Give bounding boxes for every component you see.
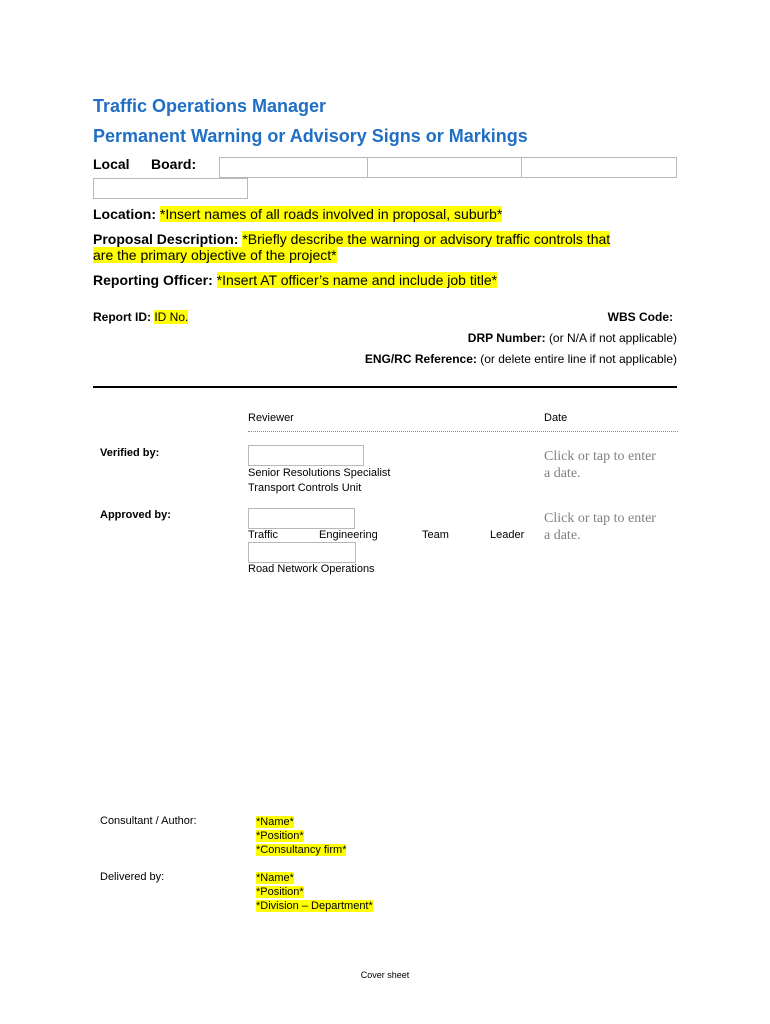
drp-label: DRP Number: <box>467 331 546 345</box>
drp-row <box>468 331 677 345</box>
local-board-field-2[interactable] <box>367 157 522 178</box>
verified-date-text-1: Click or tap to enter <box>544 449 656 464</box>
approved-word-3: Team <box>422 529 449 541</box>
approved-date-picker[interactable] <box>544 510 656 544</box>
verified-label: Verified by: <box>100 447 160 459</box>
consultant-name[interactable]: *Name* <box>256 816 294 828</box>
wbs-label: WBS Code: <box>607 310 673 324</box>
approved-date-text-1: Click or tap to enter <box>544 511 656 526</box>
location-label: Location: <box>93 206 156 222</box>
local-label: Local <box>93 156 130 172</box>
delivered-position[interactable]: *Position* <box>256 886 304 898</box>
approved-label: Approved by: <box>100 509 171 521</box>
eng-row <box>365 352 677 366</box>
page-footer: Cover sheet <box>360 970 410 980</box>
officer-value[interactable]: *Insert AT officer’s name and include job title* <box>216 272 498 288</box>
report-id-label: Report ID: <box>93 310 151 324</box>
header-rule <box>248 431 678 432</box>
proposal-value-line2[interactable]: are the primary objective of the project* <box>93 247 337 263</box>
officer-label: Reporting Officer: <box>93 272 213 288</box>
eng-value: (or delete entire line if not applicable) <box>480 352 677 366</box>
approved-name-field[interactable] <box>248 508 355 529</box>
proposal-row <box>93 231 610 247</box>
consultant-firm[interactable]: *Consultancy firm* <box>256 844 347 856</box>
verified-date-text-2: a date. <box>544 466 581 481</box>
approved-word-4: Leader <box>490 529 525 541</box>
proposal-value-line1[interactable]: *Briefly describe the warning or advisory traffic controls that <box>242 231 611 247</box>
report-id-value[interactable]: ID No. <box>154 310 189 324</box>
drp-value: (or N/A if not applicable) <box>548 331 677 345</box>
verified-name-field[interactable] <box>248 445 364 466</box>
officer-row <box>93 272 497 288</box>
delivered-block <box>256 871 373 913</box>
document-title: Traffic Operations Manager <box>93 96 327 116</box>
local-board-field-4[interactable] <box>93 178 248 199</box>
board-label: Board: <box>151 156 197 172</box>
eng-label: ENG/RC Reference: <box>364 352 477 366</box>
date-header: Date <box>544 412 568 424</box>
delivered-name[interactable]: *Name* <box>256 872 294 884</box>
report-id-row <box>93 310 188 324</box>
local-board-field-3[interactable] <box>521 157 677 178</box>
consultant-block <box>256 815 346 857</box>
reviewer-header: Reviewer <box>248 412 294 424</box>
proposal-label: Proposal Description: <box>93 231 239 247</box>
consultant-position[interactable]: *Position* <box>256 830 304 842</box>
approved-date-text-2: a date. <box>544 528 581 543</box>
location-row <box>93 206 502 222</box>
consultant-label: Consultant / Author: <box>100 815 197 827</box>
approved-role-2: Road Network Operations <box>248 563 375 575</box>
verified-role-2: Transport Controls Unit <box>248 482 362 494</box>
approved-role-field[interactable] <box>248 542 356 563</box>
location-value[interactable]: *Insert names of all roads involved in proposal, suburb* <box>159 206 503 222</box>
delivered-label: Delivered by: <box>100 871 165 883</box>
verified-role-1: Senior Resolutions Specialist <box>248 467 391 479</box>
delivered-division[interactable]: *Division – Department* <box>256 900 373 912</box>
approved-word-1: Traffic <box>248 529 278 541</box>
approved-word-2: Engineering <box>319 529 378 541</box>
local-board-field-1[interactable] <box>219 157 368 178</box>
section-divider <box>93 386 677 388</box>
verified-date-picker[interactable] <box>544 448 656 482</box>
document-subtitle: Permanent Warning or Advisory Signs or Markings <box>93 126 528 146</box>
